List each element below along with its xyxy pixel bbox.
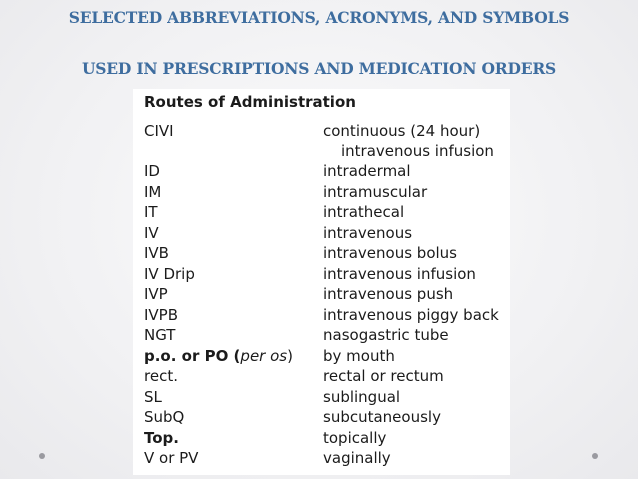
abbreviation: SL bbox=[144, 387, 162, 406]
meaning: sublingual bbox=[323, 387, 401, 406]
table-row bbox=[133, 265, 510, 285]
abbreviation-main: p.o. or PO ( bbox=[144, 346, 241, 365]
abbreviation: IVB bbox=[144, 244, 169, 262]
meaning: intramuscular bbox=[323, 182, 428, 201]
table-row bbox=[133, 183, 510, 203]
abbreviation: SubQ bbox=[144, 408, 185, 426]
table-row bbox=[133, 429, 510, 449]
abbreviation bbox=[144, 347, 293, 365]
slide-title-line-2: USED IN PRESCRIPTIONS AND MEDICATION ORDERS bbox=[81, 59, 557, 78]
abbreviation: IVPB bbox=[144, 305, 179, 324]
meaning: subcutaneously bbox=[323, 408, 441, 426]
meaning: topically bbox=[323, 428, 387, 447]
abbreviation: ID bbox=[144, 162, 160, 180]
abbreviation: NGT bbox=[144, 326, 176, 344]
table-row bbox=[133, 388, 510, 408]
meaning: rectal or rectum bbox=[323, 367, 444, 385]
table-row bbox=[133, 224, 510, 244]
abbreviation: Top. bbox=[144, 428, 179, 447]
abbreviation: IV Drip bbox=[144, 264, 195, 283]
abbreviation: IT bbox=[144, 203, 158, 221]
table-row bbox=[133, 347, 510, 367]
meaning: by mouth bbox=[323, 346, 395, 365]
abbreviation-end: ) bbox=[287, 346, 293, 365]
meaning: vaginally bbox=[323, 449, 391, 467]
table-row bbox=[133, 122, 510, 160]
abbreviation-latin: per os bbox=[240, 346, 288, 365]
meaning: intrathecal bbox=[323, 203, 405, 221]
meaning: intravenous bolus bbox=[323, 244, 457, 262]
abbreviation: IV bbox=[144, 223, 159, 242]
abbreviation: IVP bbox=[144, 285, 168, 303]
abbreviation: V or PV bbox=[144, 449, 199, 467]
abbreviation: rect. bbox=[144, 367, 178, 385]
meaning: intradermal bbox=[323, 162, 411, 180]
decorative-dot-right bbox=[592, 453, 598, 459]
abbreviation-table bbox=[133, 89, 510, 475]
meaning: intravenous piggy back bbox=[323, 305, 499, 324]
table-heading: Routes of Administration bbox=[144, 93, 356, 111]
table-row bbox=[133, 244, 510, 264]
table-row bbox=[133, 449, 510, 469]
decorative-dot-left bbox=[39, 453, 45, 459]
table-row bbox=[133, 306, 510, 326]
meaning: intravenous infusion bbox=[323, 264, 476, 283]
slide-title-line-1: SELECTED ABBREVIATIONS, ACRONYMS, AND SYMBOLS bbox=[68, 8, 570, 27]
table-row bbox=[133, 203, 510, 223]
table-row bbox=[133, 162, 510, 182]
meaning: intravenous push bbox=[323, 285, 454, 303]
abbreviation: IM bbox=[144, 182, 162, 201]
table-row bbox=[133, 326, 510, 346]
table-row bbox=[133, 285, 510, 305]
table-row bbox=[133, 367, 510, 387]
meaning: intravenous bbox=[323, 223, 413, 242]
meaning: nasogastric tube bbox=[323, 326, 449, 344]
meaning-continuation: intravenous infusion bbox=[341, 142, 494, 160]
table-row bbox=[133, 408, 510, 428]
abbreviation: CIVI bbox=[144, 122, 174, 140]
meaning: continuous (24 hour) bbox=[323, 122, 481, 140]
